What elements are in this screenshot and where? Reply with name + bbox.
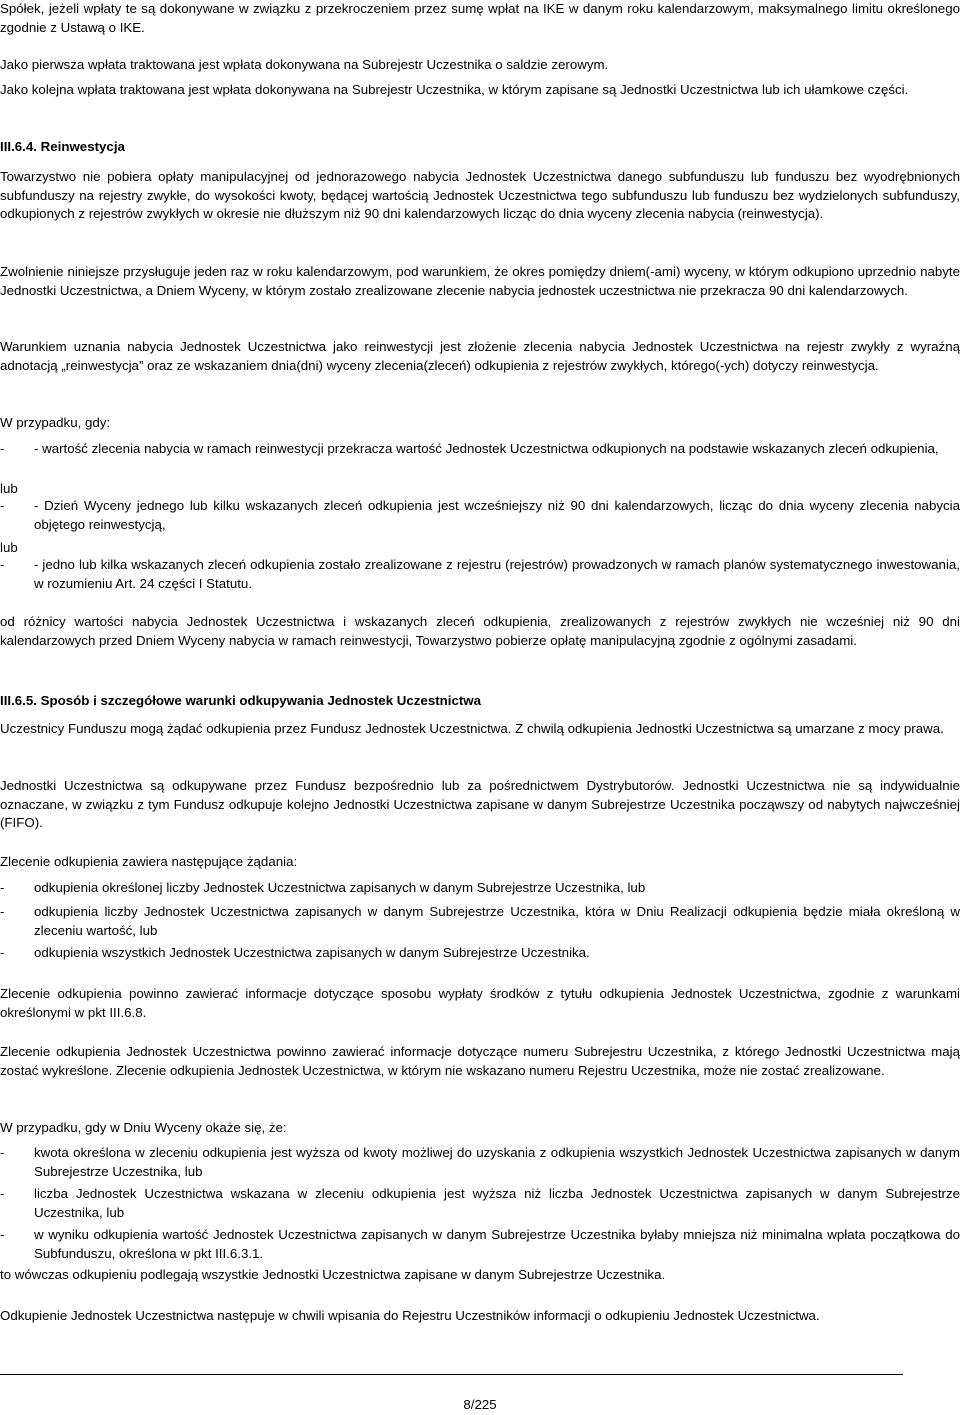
paragraph: Zlecenie odkupienia powinno zawierać informacje dotyczące sposobu wypłaty środków z tytułu odkupienia Jednostek Uczestnictwa, zgodnie z warunkami określonymi w pkt III.6.8.	[0, 986, 960, 1020]
list-item-text: - wartość zlecenia nabycia w ramach reinwestycji przekracza wartość Jednostek Uczestnictwa odkupionych na podstawie wskazanych zleceń odkupienia,	[34, 441, 939, 456]
list-item-text: odkupienia liczby Jednostek Uczestnictwa zapisanych w danym Subrejestrze Uczestnika, która w Dniu Realizacji odkupienia będzie miała określoną w zleceniu wartość, lub	[34, 904, 960, 938]
list-item	[0, 556, 960, 593]
connector-lub: lub	[0, 540, 18, 555]
connector-lub: lub	[0, 481, 18, 496]
list-item	[0, 903, 960, 940]
paragraph: Warunkiem uznania nabycia Jednostek Uczestnictwa jako reinwestycji jest złożenie zlecenia nabycia Jednostek Uczestnictwa na rejestr zwykły z wyraźną adnotacją „reinwestycja” oraz ze wskazaniem dnia(dni) wyceny zlecenia(zleceń) odkupienia z rejestrów zwykłych, którego(-ych) dotyczy reinwestycja.	[0, 339, 960, 373]
list-item-text: - jedno lub kilka wskazanych zleceń odkupienia zostało zrealizowane z rejestru (rejestrów) prowadzonych w ramach planów systematycznego inwestowania, w rozumieniu Art. 24 części I Statutu.	[34, 557, 960, 591]
paragraph: Odkupienie Jednostek Uczestnictwa następuje w chwili wpisania do Rejestru Uczestników informacji o odkupieniu Jednostek Uczestnictwa.	[0, 1308, 820, 1323]
dash-marker: -	[0, 880, 5, 895]
paragraph: W przypadku, gdy w Dniu Wyceny okaże się, że:	[0, 1120, 287, 1135]
footer-divider	[0, 1374, 903, 1375]
list-item-text: - Dzień Wyceny jednego lub kilku wskazanych zleceń odkupienia jest wcześniejszy niż 90 dni kalendarzowych, licząc do dnia wyceny zlecenia nabycia objętego reinwestycją,	[34, 498, 960, 532]
dash-marker: -	[0, 1227, 5, 1242]
section-heading-odkupywanie: III.6.5. Sposób i szczegółowe warunki odkupywania Jednostek Uczestnictwa	[0, 693, 482, 708]
list-item	[0, 879, 960, 898]
list-item	[0, 1226, 960, 1263]
paragraph: Jako kolejna wpłata traktowana jest wpłata dokonywana na Subrejestr Uczestnika, w którym zapisane są Jednostki Uczestnictwa lub ich ułamkowe części.	[0, 82, 909, 97]
paragraph: Jako pierwsza wpłata traktowana jest wpłata dokonywana na Subrejestr Uczestnika o saldzie zerowym.	[0, 57, 609, 72]
dash-marker: -	[0, 945, 5, 960]
paragraph: Uczestnicy Funduszu mogą żądać odkupienia przez Fundusz Jednostek Uczestnictwa. Z chwilą odkupienia Jednostki Uczestnictwa są umarzane z mocy prawa.	[0, 721, 944, 736]
page-number: 8/225	[463, 1397, 497, 1412]
list-item	[0, 1185, 960, 1222]
list-item-text: odkupienia określonej liczby Jednostek Uczestnictwa zapisanych w danym Subrejestrze Uczestnika, lub	[34, 880, 646, 895]
paragraph: W przypadku, gdy:	[0, 415, 111, 430]
paragraph: to wówczas odkupieniu podlegają wszystkie Jednostki Uczestnictwa zapisane w danym Subrejestrze Uczestnika.	[0, 1267, 666, 1282]
paragraph: Zwolnienie niniejsze przysługuje jeden raz w roku kalendarzowym, pod warunkiem, że okres pomiędzy dniem(-ami) wyceny, w którym odkupiono uprzednio nabyte Jednostki Uczestnictwa, a Dniem Wyceny, w którym zostało zrealizowane zlecenie nabycia jednostek uczestnictwa nie przekracza 90 dni kalendarzowych.	[0, 264, 960, 298]
list-item	[0, 944, 960, 963]
paragraph: Spółek, jeżeli wpłaty te są dokonywane w związku z przekroczeniem przez sumę wpłat na IKE w danym roku kalendarzowym, maksymalnego limitu określonego zgodnie z Ustawą o IKE.	[0, 1, 960, 35]
list-item	[0, 1144, 960, 1181]
dash-marker: -	[0, 498, 5, 513]
dash-marker: -	[0, 1145, 5, 1160]
paragraph: od różnicy wartości nabycia Jednostek Uczestnictwa i wskazanych zleceń odkupienia, zrealizowanych z rejestrów zwykłych nie wcześniej niż 90 dni kalendarzowych przed Dniem Wyceny nabycia w ramach reinwestycji, Towarzystwo pobierze opłatę manipulacyjną zgodnie z ogólnymi zasadami.	[0, 614, 960, 648]
dash-marker: -	[0, 1186, 5, 1201]
list-item	[0, 497, 960, 534]
list-item-text: odkupienia wszystkich Jednostek Uczestnictwa zapisanych w danym Subrejestrze Uczestnika.	[34, 945, 590, 960]
paragraph: Towarzystwo nie pobiera opłaty manipulacyjnej od jednorazowego nabycia Jednostek Uczestnictwa danego subfunduszu lub funduszu bez wyodrębnionych subfunduszy na rejestry zwykłe, do wysokości kwoty, będącej wartością Jednostek Uczestnictwa tego subfunduszu lub funduszu bez wydzielonych subfunduszy, odkupionych z rejestrów zwykłych w okresie nie dłuższym niż 90 dni kalendarzowych licząc do dnia wyceny zlecenia nabycia (reinwestycja).	[0, 169, 960, 222]
paragraph: Jednostki Uczestnictwa są odkupywane przez Fundusz bezpośrednio lub za pośrednictwem Dystrybutorów. Jednostki Uczestnictwa nie są indywidualnie oznaczane, w związku z tym Fundusz odkupuje kolejno Jednostki Uczestnictwa zapisane w danym Subrejestrze Uczestnika począwszy od nabytych najwcześniej (FIFO).	[0, 778, 960, 831]
dash-marker: -	[0, 441, 5, 456]
section-heading-reinwestycja: III.6.4. Reinwestycja	[0, 139, 125, 154]
paragraph: Zlecenie odkupienia Jednostek Uczestnictwa powinno zawierać informacje dotyczące numeru Subrejestru Uczestnika, z którego Jednostki Uczestnictwa mają zostać wykreślone. Zlecenie odkupienia Jednostek Uczestnictwa, w którym nie wskazano numeru Rejestru Uczestnika, może nie zostać zrealizowane.	[0, 1044, 960, 1078]
list-item-text: kwota określona w zleceniu odkupienia jest wyższa od kwoty możliwej do uzyskania z odkupienia wszystkich Jednostek Uczestnictwa zapisanych w danym Subrejestrze Uczestnika, lub	[34, 1145, 960, 1179]
dash-marker: -	[0, 904, 5, 919]
list-item-text: liczba Jednostek Uczestnictwa wskazana w zleceniu odkupienia jest wyższa niż liczba Jednostek Uczestnictwa zapisanych w danym Subrejestrze Uczestnika, lub	[34, 1186, 960, 1220]
paragraph: Zlecenie odkupienia zawiera następujące żądania:	[0, 854, 298, 869]
dash-marker: -	[0, 557, 5, 572]
list-item	[0, 440, 960, 459]
list-item-text: w wyniku odkupienia wartość Jednostek Uczestnictwa zapisanych w danym Subrejestrze Uczestnika byłaby mniejsza niż minimalna wpłata początkowa do Subfunduszu, określona w pkt III.6.3.1.	[34, 1227, 960, 1261]
